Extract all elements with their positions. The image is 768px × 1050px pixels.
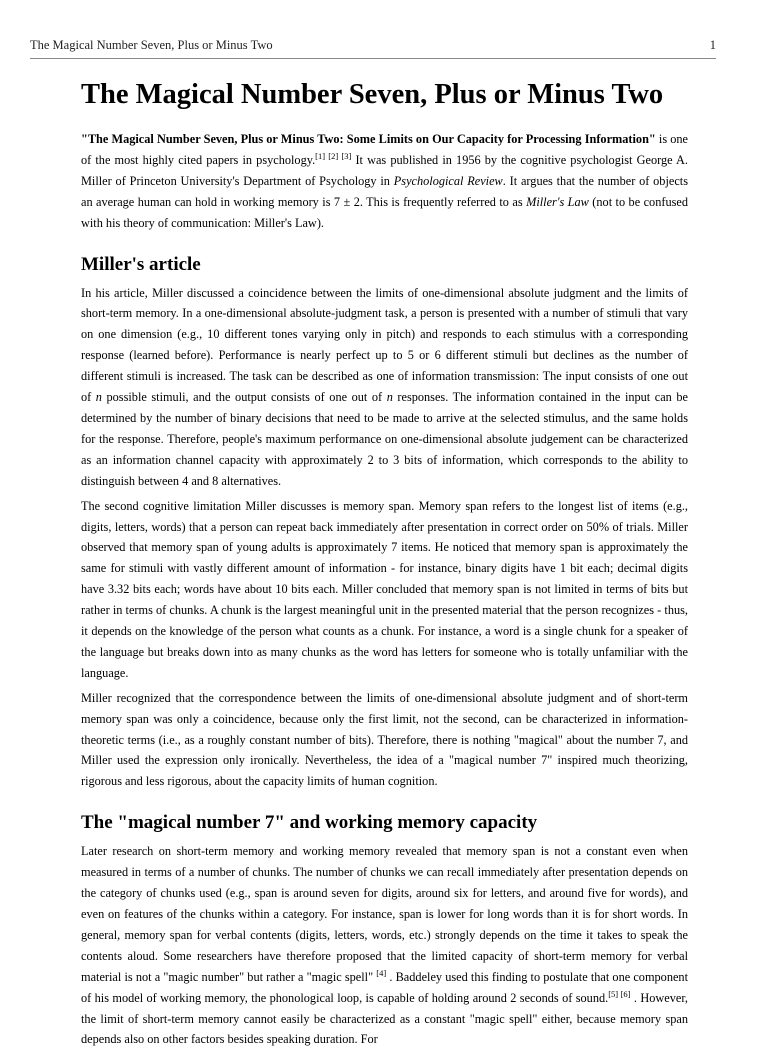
section-heading-millers-article: Miller's article bbox=[81, 253, 201, 275]
running-header bbox=[30, 38, 716, 53]
para-text: In his article, Miller discussed a coincidence between the limits of one-dimensional absolute judgment and the limits of short-term memory. In a one-dimensional absolute-judgment task, a person is presented with a number of stimuli that vary on one dimension (e.g., 10 different tones varying only in pitch) and responds to each stimulus with a corresponding response (learned before). Performance is nearly perfect up to 5 or 6 different stimuli but declines as the number of different stimuli is increased. The task can be described as one of information transmission: The input consists of one out of bbox=[81, 285, 688, 405]
para-text: possible stimuli, and the output consists of one out of bbox=[101, 390, 387, 405]
paragraph-coincidence: Miller recognized that the correspondence between the limits of one-dimensional absolute judgment and of short-term memory span was only a coincidence, because only the first limit, not the second, can be characterized in information-theoretic terms (i.e., as a roughly constant number of bits). Therefore, there is nothing "magical" about the number 7, and Miller used the expression only ironically. Nevertheless, the idea of a "magical number 7" inspired much theorizing, rigorous and less rigorous, about the capacity limits of human cognition. bbox=[81, 690, 688, 789]
intro-text-2: It was published in 1956 by the cognitive psychologist George A. Miller of Princeton University's Department of Psychology in bbox=[81, 152, 688, 188]
header-divider bbox=[30, 58, 716, 59]
citation-4[interactable]: [4] bbox=[376, 967, 387, 978]
section-heading-working-memory: The "magical number 7" and working memory capacity bbox=[81, 812, 538, 834]
article-body bbox=[81, 78, 688, 1050]
paragraph-absolute-judgment bbox=[81, 283, 688, 492]
paper-title: "The Magical Number Seven, Plus or Minus Two: Some Limits on Our Capacity for Processing Information" bbox=[81, 132, 656, 146]
page-number: 1 bbox=[709, 38, 716, 52]
para-text: Later research on short-term memory and working memory revealed that memory span is not a constant even when measured in terms of a number of chunks. The number of chunks we can recall immediately after presentation depends on the category of chunks used (e.g., span is around seven for digits, around six for letters, and around five for words), and even on features of the chunks within a category. For instance, span is lower for long words than it is for short words. In general, memory span for verbal contents (digits, letters, words, etc.) strongly depends on the time it takes to speak the contents aloud. Some researchers have therefore proposed that the limited capacity of short-term memory for verbal material is not a "magic number" but rather a "magic spell" bbox=[81, 844, 688, 984]
variable-n: n bbox=[95, 390, 102, 405]
citation-5-6[interactable]: [5] [6] bbox=[608, 988, 631, 999]
paragraph-later-research bbox=[81, 841, 688, 1050]
intro-text-3: . It argues that the number of objects an average human can hold in working memory is 7 ± 2. This is frequently referred to as bbox=[81, 173, 688, 209]
para-text: . Baddeley used this finding to postulate that one component of his model of working memory, the phonological loop, is capable of holding around 2 seconds of sound. bbox=[81, 969, 688, 1005]
page-title: The Magical Number Seven, Plus or Minus Two bbox=[81, 79, 664, 110]
paragraph-memory-span: The second cognitive limitation Miller discusses is memory span. Memory span refers to the longest list of items (e.g., digits, letters, words) that a person can repeat back immediately after presentation in correct order on 50% of trials. Miller observed that memory span of young adults is approximately 7 items. He noticed that memory span is approximately the same for stimuli with vastly different amount of information - for instance, binary digits have 1 bit each; decimal digits have 3.32 bits each; words have about 10 bits each. Miller concluded that memory span is not limited in terms of bits but rather in terms of chunks. A chunk is the largest meaningful unit in the presented material that the person recognizes - thus, it depends on the knowledge of the person what counts as a chunk. For instance, a word is a single chunk for a speaker of the language but breaks down into as many chunks as the word has letters for someone who is totally unfamiliar with the language. bbox=[81, 498, 688, 680]
citation-1-2-3[interactable]: [1] [2] [3] bbox=[315, 150, 352, 161]
variable-n: n bbox=[386, 390, 393, 405]
running-title: The Magical Number Seven, Plus or Minus Two bbox=[30, 38, 273, 52]
intro-text-4: (not to be confused with his theory of communication: Miller's Law). bbox=[81, 194, 688, 230]
journal-name: Psychological Review bbox=[393, 173, 503, 188]
para-text: responses. The information contained in the input can be determined by the number of binary decisions that need to be made to arrive at the selected stimulus, and the same holds for the response. Therefore, people's maximum performance on one-dimensional absolute judgement can be characterized as an information channel capacity with approximately 2 to 3 bits of information, which corresponds to the ability to distinguish between 4 and 8 alternatives. bbox=[81, 390, 688, 488]
intro-paragraph bbox=[81, 129, 688, 234]
intro-text-1: is one of the most highly cited papers in psychology. bbox=[81, 132, 689, 167]
para-text: . However, the limit of short-term memory cannot easily be characterized as a constant "magic spell" either, because memory span depends also on other factors besides speaking duration. For bbox=[81, 990, 689, 1047]
millers-law-term: Miller's Law bbox=[526, 194, 589, 209]
